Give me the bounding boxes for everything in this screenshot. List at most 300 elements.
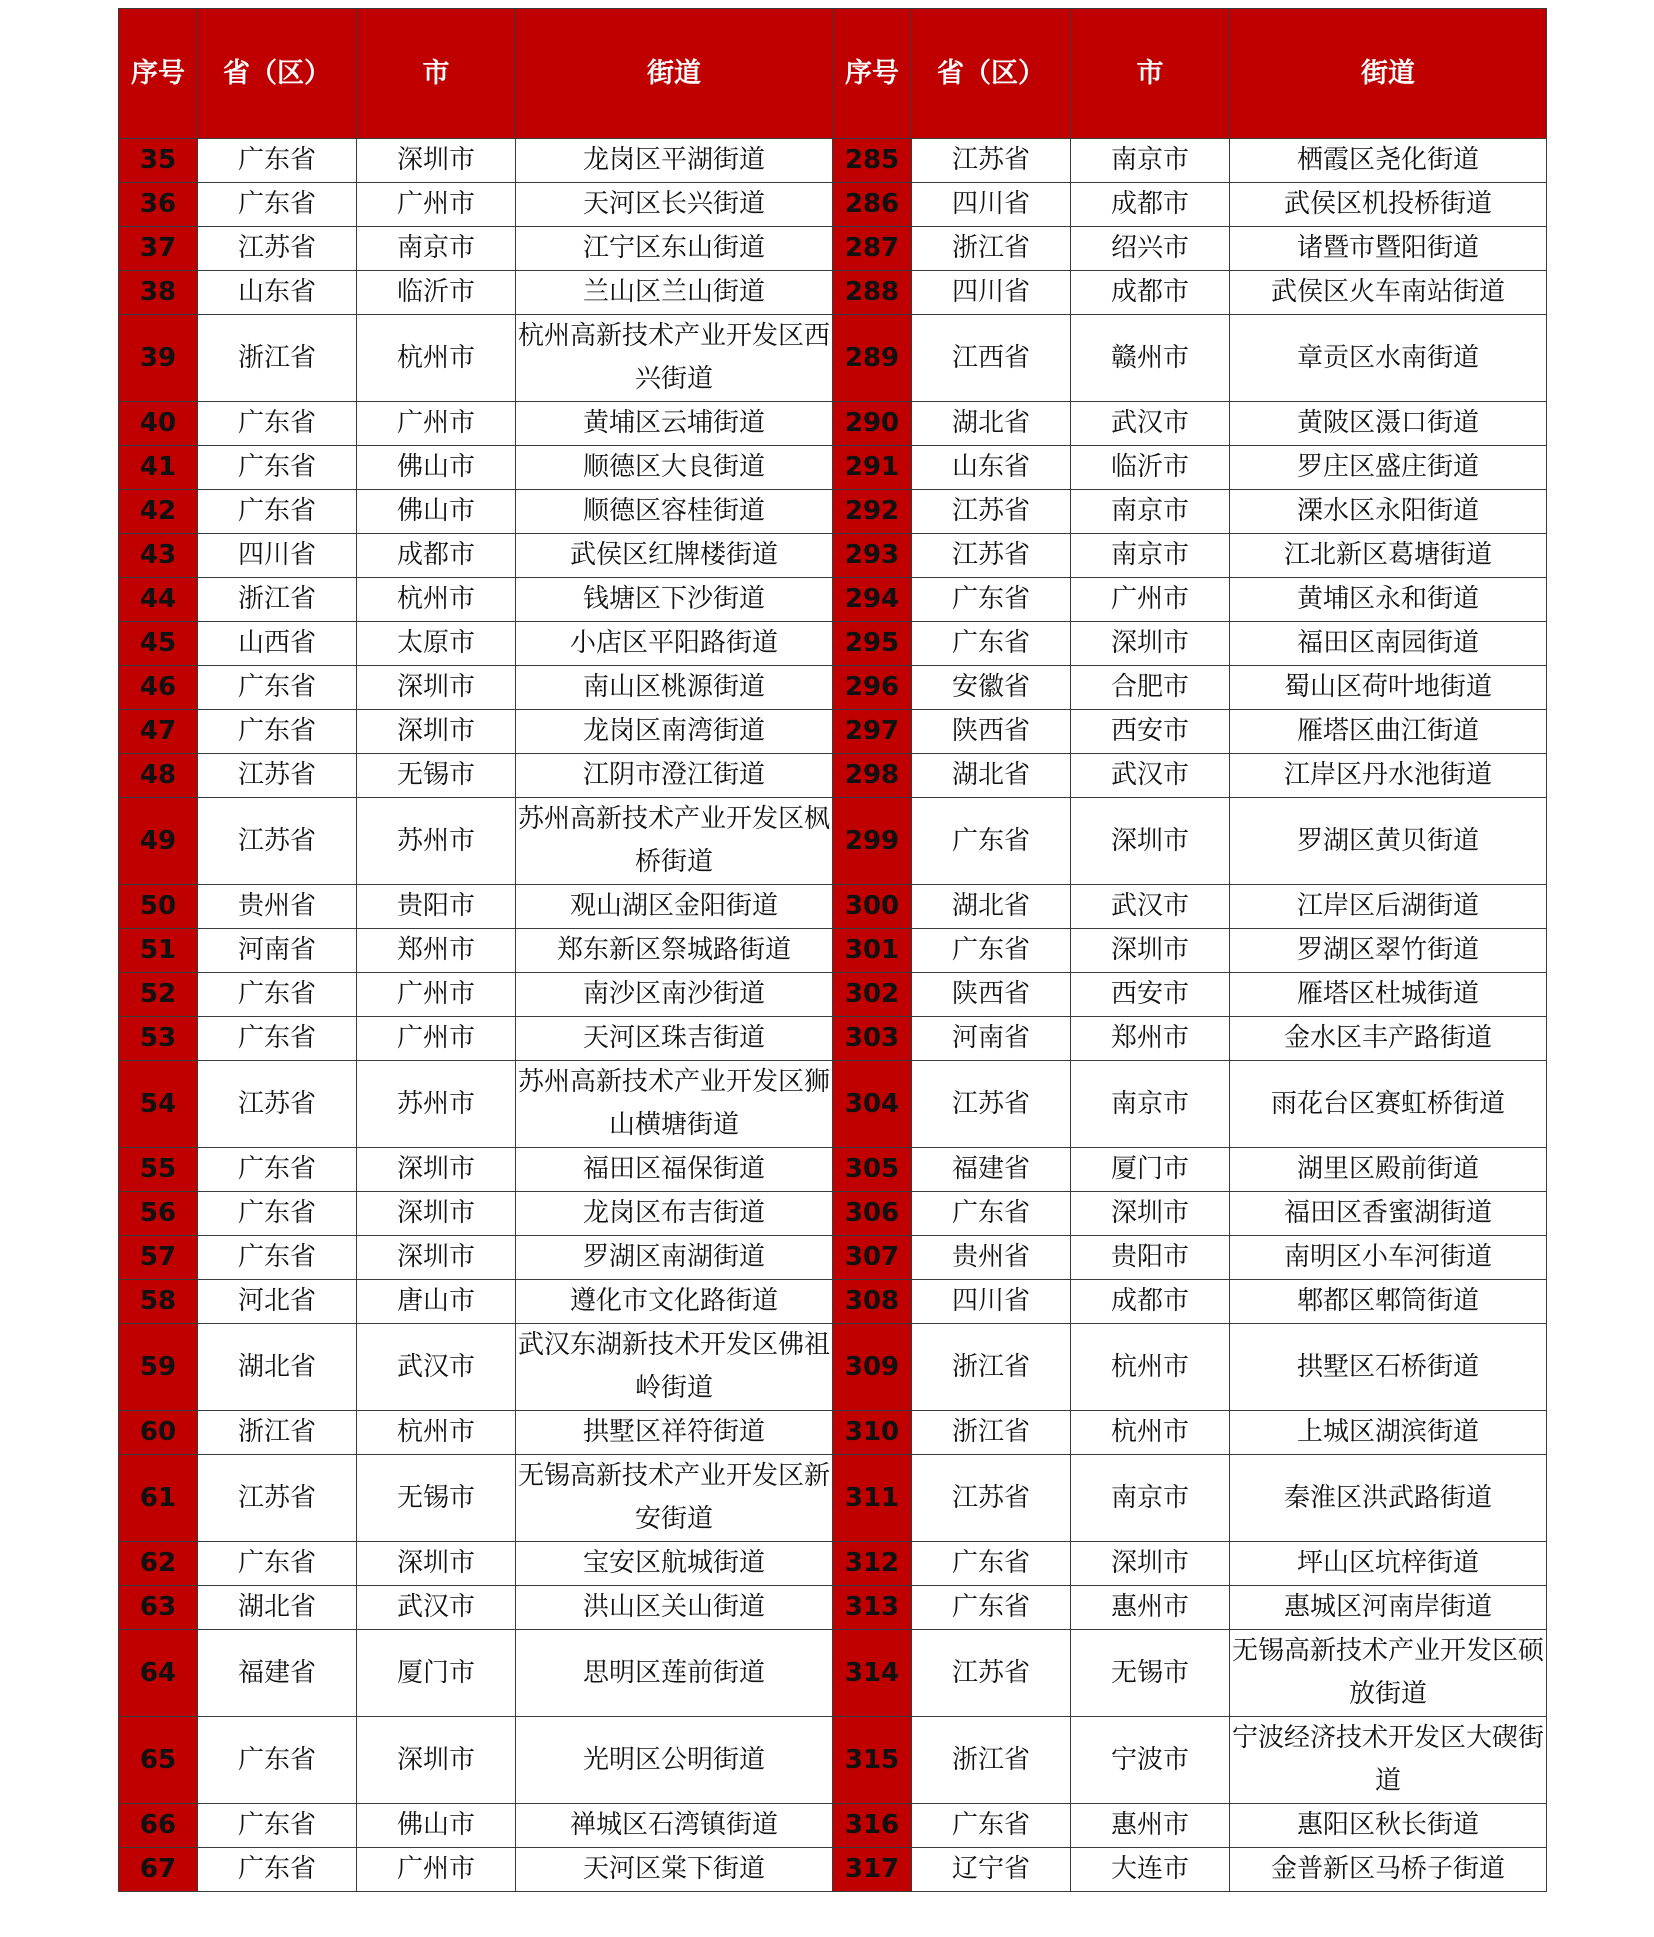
cell-seq-left: 58 — [119, 1280, 198, 1324]
cell-city-right: 武汉市 — [1071, 402, 1230, 446]
cell-city-right: 南京市 — [1071, 1061, 1230, 1148]
cell-seq-left: 43 — [119, 534, 198, 578]
cell-province-right: 河南省 — [912, 1017, 1071, 1061]
cell-street-left: 兰山区兰山街道 — [516, 271, 833, 315]
cell-seq-right: 286 — [833, 183, 912, 227]
cell-seq-right: 285 — [833, 139, 912, 183]
cell-city-right: 贵阳市 — [1071, 1236, 1230, 1280]
cell-seq-right: 290 — [833, 402, 912, 446]
cell-city-left: 太原市 — [357, 622, 516, 666]
cell-city-left: 杭州市 — [357, 315, 516, 402]
table-row — [119, 1236, 1547, 1280]
cell-province-right: 广东省 — [912, 578, 1071, 622]
cell-seq-right: 312 — [833, 1542, 912, 1586]
cell-seq-left: 35 — [119, 139, 198, 183]
cell-seq-left: 65 — [119, 1717, 198, 1804]
cell-city-left: 广州市 — [357, 402, 516, 446]
cell-street-left: 武汉东湖新技术开发区佛祖岭街道 — [516, 1324, 833, 1411]
cell-province-left: 浙江省 — [198, 1411, 357, 1455]
header-city-left: 市 — [357, 9, 516, 139]
cell-city-left: 贵阳市 — [357, 885, 516, 929]
cell-street-right: 雁塔区曲江街道 — [1230, 710, 1547, 754]
cell-city-right: 南京市 — [1071, 534, 1230, 578]
cell-province-left: 广东省 — [198, 973, 357, 1017]
cell-province-right: 广东省 — [912, 1192, 1071, 1236]
cell-street-right: 罗庄区盛庄街道 — [1230, 446, 1547, 490]
cell-street-right: 章贡区水南街道 — [1230, 315, 1547, 402]
cell-seq-right: 299 — [833, 798, 912, 885]
header-city-right: 市 — [1071, 9, 1230, 139]
cell-street-left: 禅城区石湾镇街道 — [516, 1804, 833, 1848]
cell-street-left: 小店区平阳路街道 — [516, 622, 833, 666]
table-row — [119, 1411, 1547, 1455]
header-seq-left: 序号 — [119, 9, 198, 139]
cell-seq-left: 59 — [119, 1324, 198, 1411]
cell-street-right: 惠阳区秋长街道 — [1230, 1804, 1547, 1848]
table-row — [119, 1148, 1547, 1192]
cell-street-right: 江北新区葛塘街道 — [1230, 534, 1547, 578]
cell-seq-left: 62 — [119, 1542, 198, 1586]
cell-province-left: 贵州省 — [198, 885, 357, 929]
cell-province-left: 广东省 — [198, 666, 357, 710]
cell-seq-left: 57 — [119, 1236, 198, 1280]
cell-province-right: 陕西省 — [912, 973, 1071, 1017]
cell-province-left: 广东省 — [198, 710, 357, 754]
cell-street-left: 宝安区航城街道 — [516, 1542, 833, 1586]
cell-seq-right: 303 — [833, 1017, 912, 1061]
cell-province-right: 辽宁省 — [912, 1848, 1071, 1892]
cell-city-right: 深圳市 — [1071, 798, 1230, 885]
table-row — [119, 710, 1547, 754]
cell-province-left: 广东省 — [198, 446, 357, 490]
cell-province-right: 浙江省 — [912, 1717, 1071, 1804]
cell-city-right: 武汉市 — [1071, 754, 1230, 798]
cell-seq-left: 48 — [119, 754, 198, 798]
cell-street-right: 罗湖区翠竹街道 — [1230, 929, 1547, 973]
cell-city-right: 南京市 — [1071, 490, 1230, 534]
header-province-right: 省（区） — [912, 9, 1071, 139]
cell-seq-right: 297 — [833, 710, 912, 754]
cell-street-right: 湖里区殿前街道 — [1230, 1148, 1547, 1192]
cell-city-left: 深圳市 — [357, 1236, 516, 1280]
cell-province-left: 广东省 — [198, 1848, 357, 1892]
cell-street-left: 拱墅区祥符街道 — [516, 1411, 833, 1455]
cell-province-left: 广东省 — [198, 1192, 357, 1236]
cell-city-right: 南京市 — [1071, 139, 1230, 183]
cell-street-left: 无锡高新技术产业开发区新安街道 — [516, 1455, 833, 1542]
cell-seq-left: 53 — [119, 1017, 198, 1061]
cell-city-left: 深圳市 — [357, 1148, 516, 1192]
cell-seq-left: 40 — [119, 402, 198, 446]
cell-seq-right: 315 — [833, 1717, 912, 1804]
cell-street-right: 武侯区机投桥街道 — [1230, 183, 1547, 227]
cell-street-right: 武侯区火车南站街道 — [1230, 271, 1547, 315]
table-row — [119, 1848, 1547, 1892]
cell-city-right: 厦门市 — [1071, 1148, 1230, 1192]
table-row — [119, 1017, 1547, 1061]
cell-seq-left: 56 — [119, 1192, 198, 1236]
cell-seq-left: 45 — [119, 622, 198, 666]
cell-province-right: 江苏省 — [912, 1630, 1071, 1717]
cell-city-right: 成都市 — [1071, 183, 1230, 227]
cell-province-left: 山东省 — [198, 271, 357, 315]
cell-street-right: 福田区香蜜湖街道 — [1230, 1192, 1547, 1236]
table-row — [119, 1717, 1547, 1804]
cell-street-right: 拱墅区石桥街道 — [1230, 1324, 1547, 1411]
cell-seq-left: 64 — [119, 1630, 198, 1717]
cell-street-left: 江宁区东山街道 — [516, 227, 833, 271]
cell-street-right: 诸暨市暨阳街道 — [1230, 227, 1547, 271]
cell-province-right: 广东省 — [912, 1804, 1071, 1848]
cell-province-left: 湖北省 — [198, 1324, 357, 1411]
cell-province-left: 山西省 — [198, 622, 357, 666]
cell-seq-right: 307 — [833, 1236, 912, 1280]
cell-province-left: 浙江省 — [198, 578, 357, 622]
cell-city-right: 大连市 — [1071, 1848, 1230, 1892]
table-row — [119, 139, 1547, 183]
cell-city-left: 广州市 — [357, 1848, 516, 1892]
cell-province-right: 广东省 — [912, 1586, 1071, 1630]
header-seq-right: 序号 — [833, 9, 912, 139]
cell-seq-right: 310 — [833, 1411, 912, 1455]
cell-province-right: 陕西省 — [912, 710, 1071, 754]
cell-province-right: 江苏省 — [912, 1455, 1071, 1542]
table-row — [119, 666, 1547, 710]
cell-street-right: 黄埔区永和街道 — [1230, 578, 1547, 622]
cell-seq-left: 37 — [119, 227, 198, 271]
cell-seq-right: 296 — [833, 666, 912, 710]
cell-street-left: 黄埔区云埔街道 — [516, 402, 833, 446]
cell-city-left: 无锡市 — [357, 1455, 516, 1542]
table-row — [119, 578, 1547, 622]
cell-province-right: 广东省 — [912, 929, 1071, 973]
cell-province-left: 河南省 — [198, 929, 357, 973]
cell-city-right: 深圳市 — [1071, 1542, 1230, 1586]
cell-city-right: 无锡市 — [1071, 1630, 1230, 1717]
cell-city-right: 深圳市 — [1071, 622, 1230, 666]
table-body — [119, 139, 1547, 1892]
cell-street-left: 天河区珠吉街道 — [516, 1017, 833, 1061]
cell-city-right: 杭州市 — [1071, 1411, 1230, 1455]
cell-seq-left: 42 — [119, 490, 198, 534]
cell-street-right: 宁波经济技术开发区大碶街道 — [1230, 1717, 1547, 1804]
cell-seq-right: 316 — [833, 1804, 912, 1848]
cell-province-right: 安徽省 — [912, 666, 1071, 710]
cell-seq-right: 304 — [833, 1061, 912, 1148]
table-row — [119, 446, 1547, 490]
cell-street-right: 罗湖区黄贝街道 — [1230, 798, 1547, 885]
cell-seq-left: 60 — [119, 1411, 198, 1455]
table-row — [119, 1324, 1547, 1411]
cell-city-left: 南京市 — [357, 227, 516, 271]
cell-street-right: 金水区丰产路街道 — [1230, 1017, 1547, 1061]
cell-street-right: 雁塔区杜城街道 — [1230, 973, 1547, 1017]
cell-city-left: 深圳市 — [357, 1717, 516, 1804]
street-list-sheet — [118, 8, 1546, 1892]
cell-city-right: 惠州市 — [1071, 1804, 1230, 1848]
cell-city-right: 惠州市 — [1071, 1586, 1230, 1630]
cell-province-right: 广东省 — [912, 1542, 1071, 1586]
cell-province-left: 广东省 — [198, 1542, 357, 1586]
cell-province-right: 贵州省 — [912, 1236, 1071, 1280]
cell-seq-right: 308 — [833, 1280, 912, 1324]
cell-city-left: 广州市 — [357, 973, 516, 1017]
cell-street-right: 溧水区永阳街道 — [1230, 490, 1547, 534]
cell-street-right: 蜀山区荷叶地街道 — [1230, 666, 1547, 710]
table-row — [119, 1061, 1547, 1148]
cell-street-right: 上城区湖滨街道 — [1230, 1411, 1547, 1455]
cell-province-left: 广东省 — [198, 1148, 357, 1192]
cell-province-right: 浙江省 — [912, 1411, 1071, 1455]
cell-seq-right: 305 — [833, 1148, 912, 1192]
cell-province-right: 江苏省 — [912, 139, 1071, 183]
cell-street-left: 龙岗区布吉街道 — [516, 1192, 833, 1236]
cell-province-left: 广东省 — [198, 183, 357, 227]
cell-seq-left: 66 — [119, 1804, 198, 1848]
cell-seq-left: 39 — [119, 315, 198, 402]
cell-city-left: 成都市 — [357, 534, 516, 578]
cell-street-right: 坪山区坑梓街道 — [1230, 1542, 1547, 1586]
cell-province-left: 江苏省 — [198, 1061, 357, 1148]
cell-street-left: 苏州高新技术产业开发区狮山横塘街道 — [516, 1061, 833, 1148]
table-row — [119, 271, 1547, 315]
cell-street-left: 光明区公明街道 — [516, 1717, 833, 1804]
cell-seq-right: 300 — [833, 885, 912, 929]
cell-seq-right: 295 — [833, 622, 912, 666]
cell-seq-right: 309 — [833, 1324, 912, 1411]
cell-street-left: 遵化市文化路街道 — [516, 1280, 833, 1324]
cell-street-left: 洪山区关山街道 — [516, 1586, 833, 1630]
cell-street-left: 苏州高新技术产业开发区枫桥街道 — [516, 798, 833, 885]
cell-province-left: 广东省 — [198, 1236, 357, 1280]
cell-seq-right: 302 — [833, 973, 912, 1017]
cell-province-left: 湖北省 — [198, 1586, 357, 1630]
cell-city-right: 绍兴市 — [1071, 227, 1230, 271]
table-row — [119, 183, 1547, 227]
cell-city-left: 佛山市 — [357, 1804, 516, 1848]
cell-city-left: 唐山市 — [357, 1280, 516, 1324]
cell-street-right: 金普新区马桥子街道 — [1230, 1848, 1547, 1892]
table-row — [119, 1455, 1547, 1542]
cell-province-left: 广东省 — [198, 1804, 357, 1848]
table-row — [119, 1542, 1547, 1586]
cell-seq-left: 63 — [119, 1586, 198, 1630]
cell-city-left: 无锡市 — [357, 754, 516, 798]
cell-province-right: 湖北省 — [912, 754, 1071, 798]
cell-street-right: 无锡高新技术产业开发区硕放街道 — [1230, 1630, 1547, 1717]
cell-seq-left: 67 — [119, 1848, 198, 1892]
cell-seq-right: 298 — [833, 754, 912, 798]
cell-seq-left: 46 — [119, 666, 198, 710]
cell-province-right: 湖北省 — [912, 402, 1071, 446]
cell-city-left: 深圳市 — [357, 710, 516, 754]
cell-province-left: 江苏省 — [198, 1455, 357, 1542]
cell-seq-right: 289 — [833, 315, 912, 402]
cell-province-left: 浙江省 — [198, 315, 357, 402]
cell-province-left: 江苏省 — [198, 798, 357, 885]
cell-street-left: 杭州高新技术产业开发区西兴街道 — [516, 315, 833, 402]
cell-city-left: 佛山市 — [357, 490, 516, 534]
cell-seq-right: 314 — [833, 1630, 912, 1717]
cell-street-left: 江阴市澄江街道 — [516, 754, 833, 798]
cell-province-right: 湖北省 — [912, 885, 1071, 929]
cell-street-right: 江岸区后湖街道 — [1230, 885, 1547, 929]
cell-city-right: 赣州市 — [1071, 315, 1230, 402]
table-row — [119, 1630, 1547, 1717]
cell-province-right: 江苏省 — [912, 490, 1071, 534]
cell-city-left: 杭州市 — [357, 1411, 516, 1455]
cell-province-right: 四川省 — [912, 183, 1071, 227]
cell-province-right: 四川省 — [912, 271, 1071, 315]
cell-street-left: 天河区棠下街道 — [516, 1848, 833, 1892]
cell-city-right: 郑州市 — [1071, 1017, 1230, 1061]
cell-city-right: 深圳市 — [1071, 929, 1230, 973]
cell-city-left: 深圳市 — [357, 666, 516, 710]
cell-province-left: 江苏省 — [198, 227, 357, 271]
table-row — [119, 754, 1547, 798]
cell-seq-left: 55 — [119, 1148, 198, 1192]
cell-street-left: 武侯区红牌楼街道 — [516, 534, 833, 578]
cell-province-left: 四川省 — [198, 534, 357, 578]
table-row — [119, 1804, 1547, 1848]
cell-city-right: 南京市 — [1071, 1455, 1230, 1542]
cell-seq-left: 49 — [119, 798, 198, 885]
cell-seq-right: 288 — [833, 271, 912, 315]
cell-city-right: 杭州市 — [1071, 1324, 1230, 1411]
cell-seq-right: 313 — [833, 1586, 912, 1630]
cell-province-right: 江西省 — [912, 315, 1071, 402]
cell-seq-right: 291 — [833, 446, 912, 490]
header-province-left: 省（区） — [198, 9, 357, 139]
cell-province-left: 广东省 — [198, 402, 357, 446]
cell-street-left: 罗湖区南湖街道 — [516, 1236, 833, 1280]
cell-street-right: 南明区小车河街道 — [1230, 1236, 1547, 1280]
cell-city-left: 武汉市 — [357, 1586, 516, 1630]
cell-street-left: 南沙区南沙街道 — [516, 973, 833, 1017]
cell-street-right: 黄陂区滠口街道 — [1230, 402, 1547, 446]
cell-street-left: 天河区长兴街道 — [516, 183, 833, 227]
cell-street-right: 江岸区丹水池街道 — [1230, 754, 1547, 798]
cell-city-left: 杭州市 — [357, 578, 516, 622]
cell-province-right: 江苏省 — [912, 534, 1071, 578]
cell-province-left: 江苏省 — [198, 754, 357, 798]
table-row — [119, 798, 1547, 885]
header-row — [119, 9, 1547, 139]
cell-street-left: 郑东新区祭城路街道 — [516, 929, 833, 973]
cell-street-right: 惠城区河南岸街道 — [1230, 1586, 1547, 1630]
table-row — [119, 885, 1547, 929]
cell-street-left: 观山湖区金阳街道 — [516, 885, 833, 929]
cell-street-left: 龙岗区南湾街道 — [516, 710, 833, 754]
cell-province-right: 山东省 — [912, 446, 1071, 490]
cell-city-left: 广州市 — [357, 1017, 516, 1061]
table-row — [119, 315, 1547, 402]
cell-street-right: 福田区南园街道 — [1230, 622, 1547, 666]
cell-province-left: 广东省 — [198, 1717, 357, 1804]
header-street-left: 街道 — [516, 9, 833, 139]
table-row — [119, 534, 1547, 578]
table-row — [119, 227, 1547, 271]
cell-street-left: 顺德区大良街道 — [516, 446, 833, 490]
cell-city-left: 深圳市 — [357, 1542, 516, 1586]
cell-street-left: 福田区福保街道 — [516, 1148, 833, 1192]
cell-street-left: 南山区桃源街道 — [516, 666, 833, 710]
cell-seq-left: 54 — [119, 1061, 198, 1148]
cell-city-left: 佛山市 — [357, 446, 516, 490]
cell-seq-right: 311 — [833, 1455, 912, 1542]
header-street-right: 街道 — [1230, 9, 1547, 139]
cell-street-left: 顺德区容桂街道 — [516, 490, 833, 534]
cell-city-right: 成都市 — [1071, 1280, 1230, 1324]
cell-seq-left: 52 — [119, 973, 198, 1017]
cell-province-right: 浙江省 — [912, 227, 1071, 271]
cell-province-left: 福建省 — [198, 1630, 357, 1717]
cell-seq-left: 36 — [119, 183, 198, 227]
cell-city-left: 临沂市 — [357, 271, 516, 315]
cell-province-right: 四川省 — [912, 1280, 1071, 1324]
cell-seq-left: 51 — [119, 929, 198, 973]
cell-city-left: 苏州市 — [357, 798, 516, 885]
cell-province-left: 广东省 — [198, 139, 357, 183]
table-row — [119, 622, 1547, 666]
cell-seq-right: 287 — [833, 227, 912, 271]
cell-seq-right: 294 — [833, 578, 912, 622]
cell-city-right: 合肥市 — [1071, 666, 1230, 710]
cell-seq-right: 293 — [833, 534, 912, 578]
cell-city-left: 厦门市 — [357, 1630, 516, 1717]
cell-street-right: 雨花台区赛虹桥街道 — [1230, 1061, 1547, 1148]
cell-city-right: 深圳市 — [1071, 1192, 1230, 1236]
cell-city-left: 广州市 — [357, 183, 516, 227]
cell-city-right: 西安市 — [1071, 710, 1230, 754]
cell-street-right: 郫都区郫筒街道 — [1230, 1280, 1547, 1324]
cell-street-left: 龙岗区平湖街道 — [516, 139, 833, 183]
cell-seq-left: 44 — [119, 578, 198, 622]
cell-city-left: 深圳市 — [357, 139, 516, 183]
cell-seq-left: 50 — [119, 885, 198, 929]
table-row — [119, 929, 1547, 973]
cell-seq-left: 61 — [119, 1455, 198, 1542]
cell-city-left: 苏州市 — [357, 1061, 516, 1148]
cell-province-right: 广东省 — [912, 622, 1071, 666]
cell-province-left: 河北省 — [198, 1280, 357, 1324]
cell-city-right: 西安市 — [1071, 973, 1230, 1017]
cell-street-left: 思明区莲前街道 — [516, 1630, 833, 1717]
cell-province-right: 江苏省 — [912, 1061, 1071, 1148]
cell-seq-right: 317 — [833, 1848, 912, 1892]
cell-seq-left: 38 — [119, 271, 198, 315]
table-row — [119, 1280, 1547, 1324]
cell-city-left: 郑州市 — [357, 929, 516, 973]
cell-seq-right: 306 — [833, 1192, 912, 1236]
cell-city-right: 临沂市 — [1071, 446, 1230, 490]
cell-city-left: 武汉市 — [357, 1324, 516, 1411]
cell-city-left: 深圳市 — [357, 1192, 516, 1236]
cell-street-right: 栖霞区尧化街道 — [1230, 139, 1547, 183]
cell-city-right: 成都市 — [1071, 271, 1230, 315]
cell-city-right: 宁波市 — [1071, 1717, 1230, 1804]
cell-street-left: 钱塘区下沙街道 — [516, 578, 833, 622]
table-row — [119, 402, 1547, 446]
cell-province-right: 广东省 — [912, 798, 1071, 885]
cell-province-left: 广东省 — [198, 1017, 357, 1061]
cell-street-right: 秦淮区洪武路街道 — [1230, 1455, 1547, 1542]
cell-city-right: 武汉市 — [1071, 885, 1230, 929]
cell-seq-right: 292 — [833, 490, 912, 534]
cell-seq-left: 41 — [119, 446, 198, 490]
street-table — [118, 8, 1547, 1892]
cell-seq-right: 301 — [833, 929, 912, 973]
